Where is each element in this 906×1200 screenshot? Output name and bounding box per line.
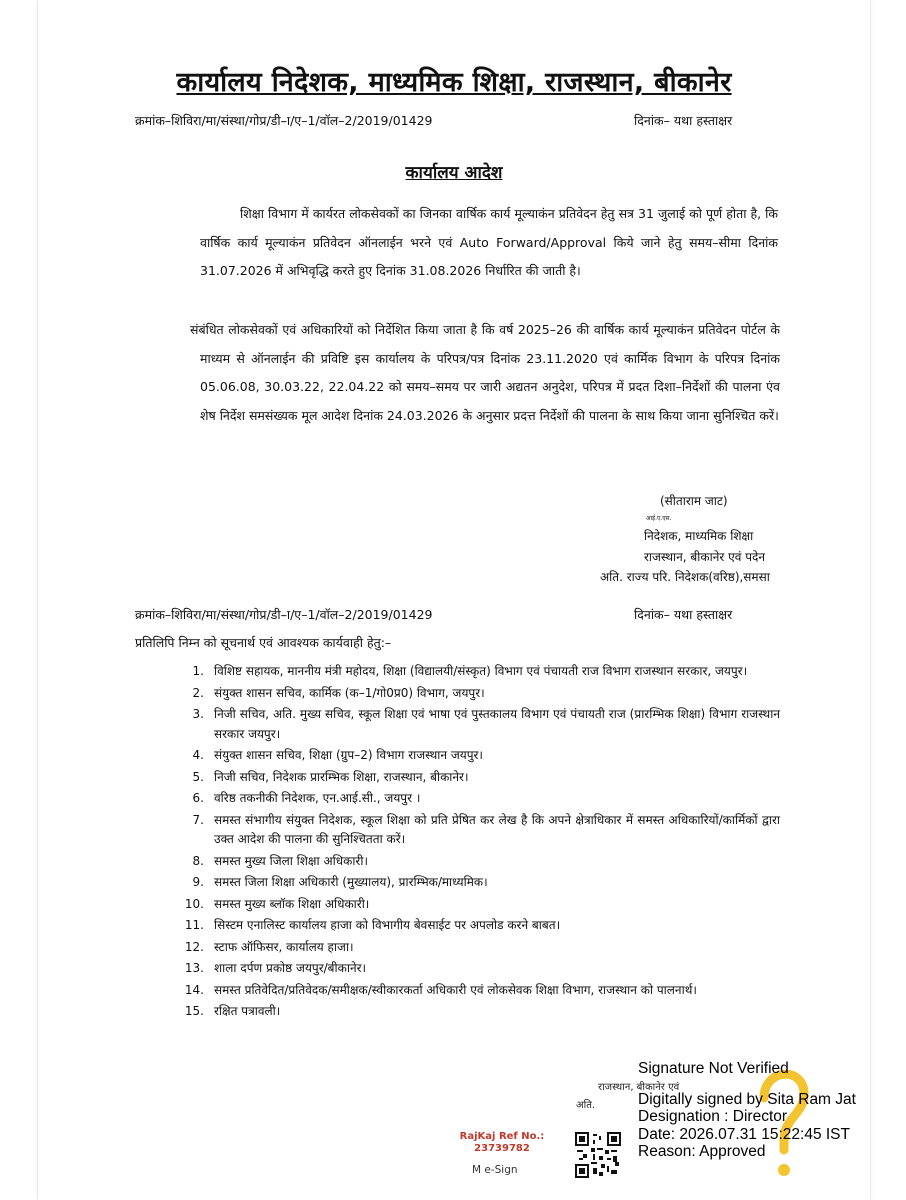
rajkaj-reference <box>438 1131 566 1155</box>
copy-heading: प्रतिलिपि निम्न को सूचनार्थ एवं आवश्यक कार्यवाही हेतु:– <box>135 635 392 650</box>
signatory-service: आई.ए.एस. <box>646 515 672 522</box>
list-item: 13. शाला दर्पण प्रकोष्ठ जयपुर/बीकानेर। <box>184 961 367 975</box>
list-item: 2. संयुक्त शासन सचिव, कार्मिक (क–1/गो0प्र0) विभाग, जयपुर। <box>192 685 485 700</box>
order-title: कार्यालय आदेश <box>405 163 503 183</box>
sign-reason: Reason: Approved <box>638 1143 766 1160</box>
bottom-designation-line-2: राजस्थान, बीकानेर एवं <box>598 1082 680 1093</box>
bottom-designation-line-3: अति. <box>576 1100 596 1111</box>
signer-designation: Designation : Director <box>638 1108 788 1125</box>
paragraph-text: शिक्षा विभाग में कार्यरत लोकसेवकों का जिनका वार्षिक कार्य मूल्याकंन प्रतिवेदन हेतु सत्र 31 जुलाई को पूर्ण होता है, कि वार्षिक कार्य मूल्याकंन प्रतिवेदन ऑनलाईन भरने एवं Auto Forward/Approval किये जाने हेतु समय–सीमा दिनांक 31.07.2026 में अभिवृद्धि करते हुए दिनांक 31.08.2026 निर्धारित की जाती है। <box>200 206 778 278</box>
signatory-designation <box>600 526 770 588</box>
m-esign-label: M e-Sign <box>472 1164 518 1176</box>
list-item: 3. निजी सचिव, अति. मुख्य सचिव, स्कूल शिक्षा एवं भाषा एवं पुस्तकालय विभाग एवं पंचायती राज (प्रारम्भिक शिक्षा) विभाग राजस्थान सरकार जयपुर। <box>192 707 780 741</box>
order-paragraph-2 <box>190 316 780 430</box>
signed-by: Digitally signed by Sita Ram Jat <box>638 1090 856 1108</box>
rajkaj-label: RajKaj Ref No.: <box>459 1131 545 1142</box>
esign-verification-block <box>638 1060 856 1161</box>
copy-date-label: दिनांक– यथा हस्ताक्षर <box>634 607 733 622</box>
designation-line-3: अति. राज्य परि. निदेशक(वरिष्ठ),समसा <box>600 570 770 584</box>
reference-number: क्रमांक–शिविरा/मा/संस्था/गोप्र/डी–ा/ए–1/वॉल–2/2019/01429 <box>135 113 433 128</box>
list-item: 5. निजी सचिव, निदेशक प्रारम्भिक शिक्षा, राजस्थान, बीकानेर। <box>192 769 469 784</box>
copy-recipient-list <box>178 662 780 1024</box>
designation-line-2: राजस्थान, बीकानेर एवं पदेन <box>644 549 766 564</box>
designation-line-1: निदेशक, माध्यमिक शिक्षा <box>644 529 754 543</box>
list-item: 14. समस्त प्रतिवेदित/प्रतिवेदक/समीक्षक/स्वीकारकर्ता अधिकारी एवं लोकसेवक शिक्षा विभाग, राजस्थान को पालनार्थ। <box>184 982 697 997</box>
list-item: 15. रक्षित पत्रावली। <box>184 1004 281 1018</box>
list-item: 11. सिस्टम एनालिस्ट कार्यालय हाजा को विभागीय बेवसाईट पर अपलोड करने बाबत। <box>184 918 561 932</box>
paragraph-text: संबंधित लोकसेवकों एवं अधिकारियों को निर्देशित किया जाता है कि वर्ष 2025–26 की वार्षिक कार्य मूल्याकंन प्रतिवेदन पोर्टल के माध्यम से ऑनलाईन की प्रविष्टि इस कार्यालय के परिपत्र/पत्र दिनांक 23.11.2020 एवं कार्मिक विभाग के परिपत्र दिनांक 05.06.08, 30.03.22, 22.04.22 को समय–समय पर जारी अद्यतन अनुदेश, परिपत्र में प्रदत दिशा–निर्देशों की पालना एंव शेष निर्देश समसंख्यक मूल आदेश दिनांक 24.03.2026 के अनुसार प्रदत्त निर्देशों की पालना के साथ किया जाना सुनिश्चित करें। <box>190 322 780 423</box>
list-item: 6. वरिष्ठ तकनीकी निदेशक, एन.आई.सी., जयपुर । <box>192 791 421 805</box>
signature-status: Signature Not Verified <box>638 1060 789 1077</box>
rajkaj-number: 23739782 <box>474 1143 530 1154</box>
signatory-name: (सीताराम जाट) <box>660 494 728 508</box>
date-label: दिनांक– यथा हस्ताक्षर <box>634 113 733 128</box>
document-page <box>38 0 870 1200</box>
list-item: 7. समस्त संभागीय संयुक्त निदेशक, स्कूल शिक्षा को प्रति प्रेषित कर लेख है कि अपने क्षेत्राधिकार में समस्त अधिकारियों/कार्मिकों द्वारा उक्त आदेश की पालना की सुनिश्चितता करें। <box>192 812 780 846</box>
copy-reference-number: क्रमांक–शिविरा/मा/संस्था/गोप्र/डी–ा/ए–1/वॉल–2/2019/01429 <box>135 607 433 622</box>
qr-code <box>575 1132 621 1178</box>
list-item: 9. समस्त जिला शिक्षा अधिकारी (मुख्यालय), प्रारम्भिक/माध्यमिक। <box>192 875 488 889</box>
list-item: 12. स्टाफ ऑफिसर, कार्यालय हाजा। <box>184 939 354 954</box>
order-paragraph-1 <box>200 200 778 286</box>
list-item: 1. विशिष्ट सहायक, माननीय मंत्री महोदय, शिक्षा (विद्यालयी/संस्कृत) विभाग एवं पंचायती राज विभाग राजस्थान सरकार, जयपुर। <box>192 664 748 678</box>
list-item: 10. समस्त मुख्य ब्लॉक शिक्षा अधिकारी। <box>184 896 370 911</box>
list-item: 8. समस्त मुख्य जिला शिक्षा अधिकारी। <box>192 853 368 868</box>
list-item: 4. संयुक्त शासन सचिव, शिक्षा (ग्रुप–2) विभाग राजस्थान जयपुर। <box>192 748 483 762</box>
office-title: कार्यालय निदेशक, माध्यमिक शिक्षा, राजस्थान, बीकानेर <box>176 67 732 98</box>
sign-date: Date: 2026.07.31 15:22:45 IST <box>638 1125 850 1143</box>
